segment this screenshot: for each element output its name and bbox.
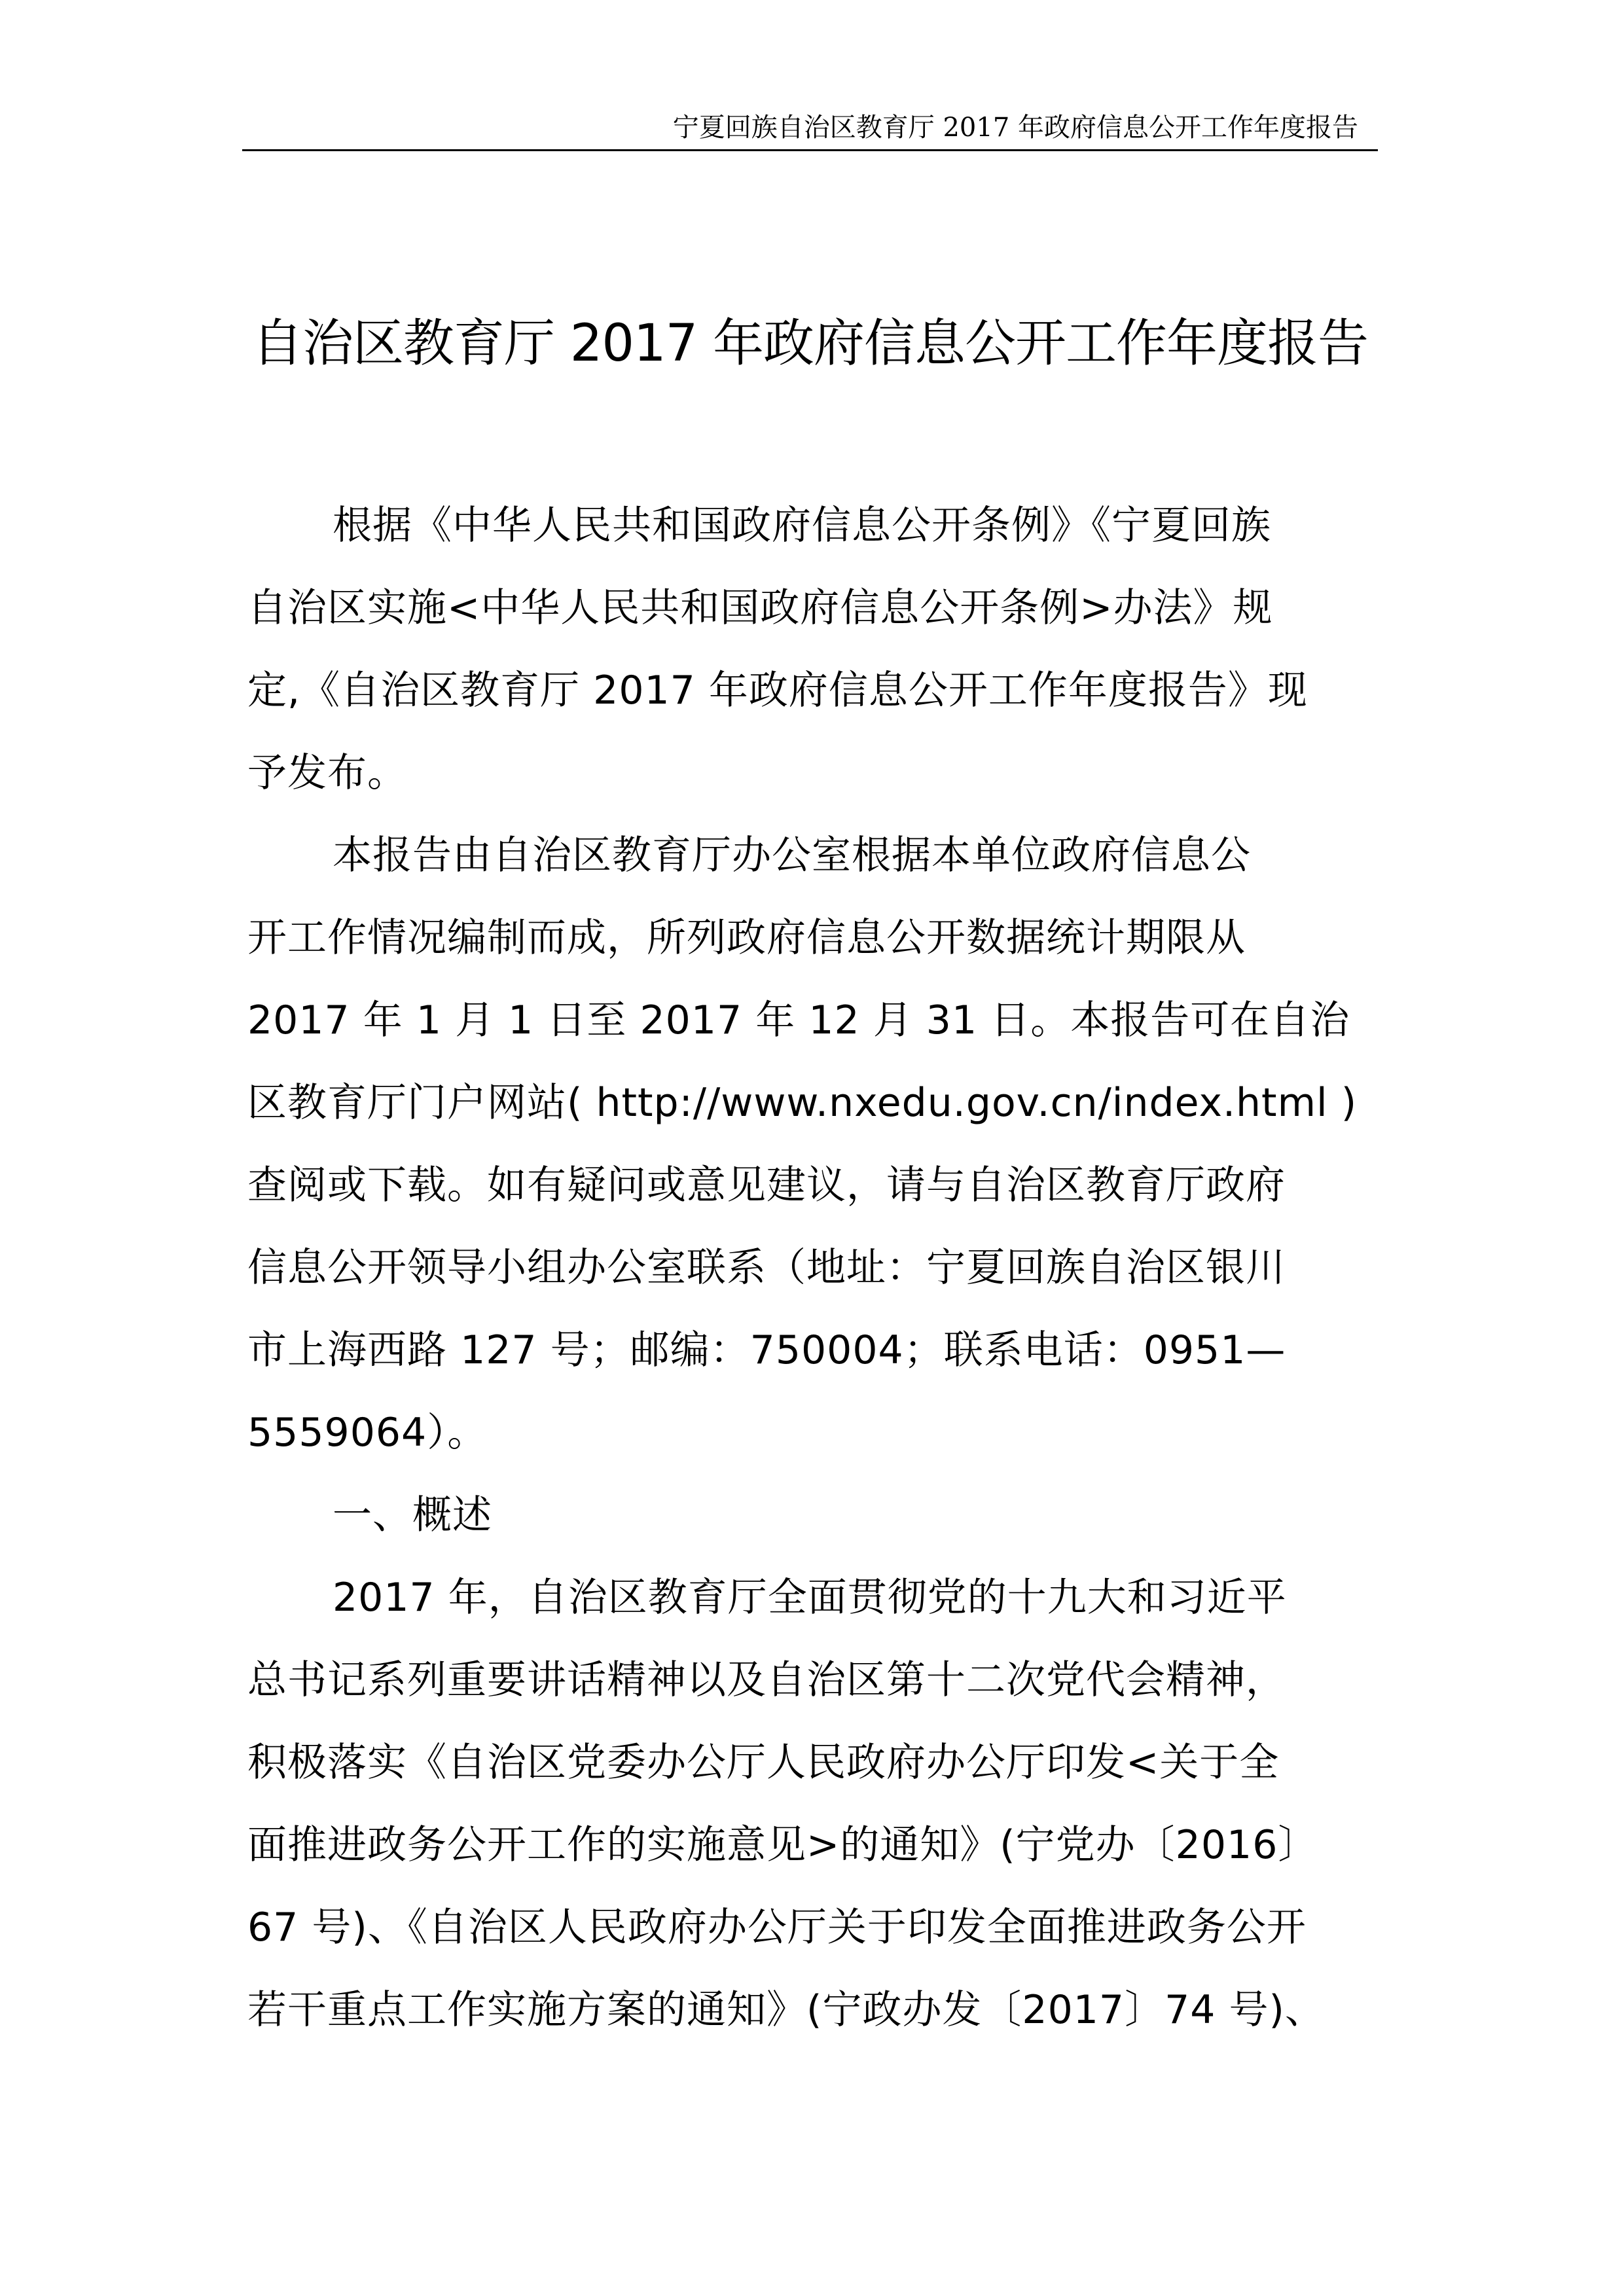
page-header <box>242 110 1378 151</box>
section-heading-overview: 一、概述 <box>333 1492 492 1538</box>
paragraph-line: 开工作情况编制而成，所列政府信息公开数据统计期限从 <box>247 915 1246 961</box>
paragraph-line: 5559064）。 <box>247 1410 488 1456</box>
paragraph-line: 定,《自治区教育厅 2017 年政府信息公开工作年度报告》现 <box>247 668 1308 713</box>
paragraph-line: 67 号)、《自治区人民政府办公厅关于印发全面推进政务公开 <box>247 1905 1307 1950</box>
paragraph-line: 总书记系列重要讲话精神以及自治区第十二次党代会精神， <box>247 1657 1286 1703</box>
paragraph-line: 面推进政务公开工作的实施意见>的通知》(宁党办〔2016〕 <box>247 1822 1318 1868</box>
paragraph-line: 予发布。 <box>247 750 407 796</box>
paragraph-line: 本报告由自治区教育厅办公室根据本单位政府信息公 <box>333 833 1251 878</box>
paragraph-line: 市上海西路 127 号；邮编：750004；联系电话：0951— <box>247 1327 1286 1373</box>
paragraph-line: 2017 年，自治区教育厅全面贯彻党的十九大和习近平 <box>333 1575 1287 1621</box>
paragraph-line: 2017 年 1 月 1 日至 2017 年 12 月 31 日。本报告可在自治 <box>247 997 1350 1043</box>
paragraph-line: 积极落实《自治区党委办公厅人民政府办公厅印发<关于全 <box>247 1740 1280 1785</box>
paragraph-line: 根据《中华人民共和国政府信息公开条例》《宁夏回族 <box>333 503 1271 548</box>
paragraph-line: 查阅或下载。如有疑问或意见建议，请与自治区教育厅政府 <box>247 1162 1286 1208</box>
header-divider <box>242 149 1378 151</box>
paragraph-line: 自治区实施<中华人民共和国政府信息公开条例>办法》规 <box>247 585 1273 631</box>
paragraph-line: 若干重点工作实施方案的通知》(宁政办发〔2017〕74 号)、 <box>247 1987 1325 2033</box>
document-title: 自治区教育厅 2017 年政府信息公开工作年度报告 <box>251 314 1369 373</box>
document-body <box>247 484 1386 2051</box>
paragraph-line: 信息公开领导小组办公室联系（地址：宁夏回族自治区银川 <box>247 1245 1286 1291</box>
running-header-title: 宁夏回族自治区教育厅 2017 年政府信息公开工作年度报告 <box>672 113 1358 143</box>
paragraph-line-with-url: 区教育厅门户网站( http://www.nxedu.gov.cn/index.html ) <box>247 1080 1358 1126</box>
